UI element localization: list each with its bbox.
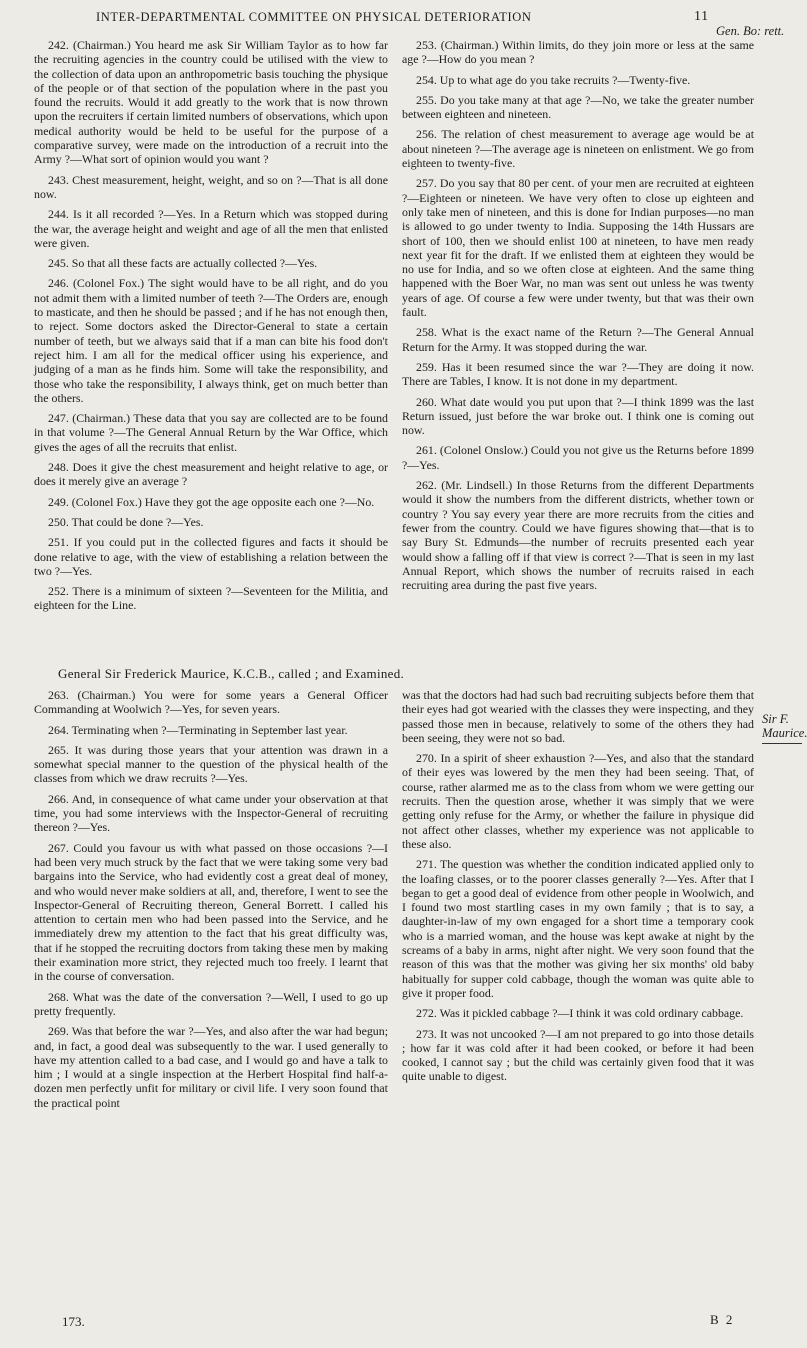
paragraph-text: (Chairman.) You heard me ask Sir William Taylor as to how far the recruiting agencies in the country could be utilised with the view to the collection of data upon an anthropometric basis touching the physique of the people or of that section of the population where in the past you found the recruits. Would it add greatly to the work that is now thrown upon the recruiters if certain limited numbers of observations, which upon medical authority would be held to be useful for the purpose of a comparative survey, were made on the introduction of a recruit into the Army ?—What sort of opinion would you want ? bbox=[34, 38, 389, 167]
question-number: 267. bbox=[48, 840, 74, 855]
question-number: 270. bbox=[416, 751, 441, 766]
paragraph bbox=[34, 207, 388, 250]
paragraph-text: So that all these facts are actually collected ?—Yes. bbox=[71, 256, 318, 271]
paragraph bbox=[34, 1024, 388, 1110]
question-number: 250. bbox=[48, 514, 72, 529]
question-number: 258. bbox=[416, 325, 442, 340]
paragraph-text: Terminating when ?—Terminating in September last year. bbox=[71, 722, 348, 737]
paragraph-text: There is a minimum of sixteen ?—Seventeen for the Militia, and eighteen for the Line. bbox=[34, 584, 388, 613]
paragraph bbox=[34, 515, 388, 529]
paragraph-text: (Colonel Fox.) Have they got the age opposite each one ?—No. bbox=[71, 494, 375, 509]
question-number: 273. bbox=[416, 1026, 441, 1041]
question-number: 262. bbox=[416, 478, 442, 493]
paragraph bbox=[402, 93, 754, 122]
question-number: 263. bbox=[48, 688, 78, 702]
footer-signature: B 2 bbox=[710, 1312, 735, 1327]
paragraph bbox=[402, 443, 754, 472]
paragraph bbox=[34, 841, 388, 984]
paragraph-text: What was the date of the conversation ?—Well, I used to go up pretty frequently. bbox=[34, 989, 388, 1018]
paragraph-text: (Colonel Onslow.) Could you not give us the Returns before 1899 ?—Yes. bbox=[402, 443, 755, 472]
paragraph-text: If you could put in the collected figures and facts it should be done relative to age, with the view of establishing a relation between the two ?—Yes. bbox=[34, 535, 388, 578]
paragraph-text: Was that before the war ?—Yes, and also after the war had begun; and, in fact, a good deal was subsequently to the war. I used generally to have my attention called to a bad case, and I would go and have a talk to him ; I would at a single inspection at the Herbert Hospital find half-a-dozen men perfectly unfit for military or civil life. I very soon found that the practical point bbox=[34, 1024, 388, 1110]
paragraph-text: The relation of chest measurement to average age would be at about nineteen ?—The average age is nineteen on enlistment. We go from eighteen to twenty-five. bbox=[402, 127, 754, 171]
paragraph-text: The question was whether the condition indicated applied only to the loafing classes, or to the poorer classes generally ?—Yes. After that I began to get a good deal of evidence from other people in Woolwich, and I found two most startling cases in my own family ; that is to say, a daughter-in-law of my own engaged for a short time a temporary cook who is a married woman, and the house was kept awake at night by the screams of a baby in arms, night after night. We very soon found that the reason of this was that the mother was giving her six months' old baby habitually for supper cold cabbage, though the woman was quite able to give it proper food. bbox=[402, 857, 754, 1000]
witness-heading: General Sir Frederick Maurice, K.C.B., called ; and Examined. bbox=[58, 666, 405, 681]
paragraph-text: (Mr. Lindsell.) In those Returns from the different Departments would it show the numbers from the different districts, whether town or country ? You say every year there are more recruits from the cities and fewer from the country. Could we have figures showing that—that is to say Bury St. Edmunds—the number of recruits presented each year would show a falling off if that view is correct ?—That is seen in my last Annual Report, which shows the number of recruits raised in each recruiting area during the past five years. bbox=[402, 478, 754, 593]
column-left-top bbox=[34, 38, 388, 619]
paragraph bbox=[402, 73, 754, 87]
question-number: 271. bbox=[416, 857, 440, 872]
question-number: 260. bbox=[416, 394, 441, 409]
paragraph bbox=[34, 990, 388, 1019]
question-number: 264. bbox=[48, 722, 72, 737]
paragraph-text: (Colonel Fox.) The sight would have to be all right, and do you not admit them with a limited number of teeth ?—The Orders are, enough to masticate, and then he should be passed ; and if he has not enough then, to reject. Some doctors asked the Director-General to state a certain number of teeth, but we always said that if a man can bite his food don't reject him. I am all for the medical officer using his experience, and judging of a man as he finds him. Some will take the responsibility, and those who take the responsibility, I always think, get on much better than the others. bbox=[34, 276, 388, 405]
paragraph-text: It was not uncooked ?—I am not prepared to go into those details ; how far it was cold after it had been cooked, or before it had been cooked, I cannot say ; but the child was certainly given food that it was quite unable to digest. bbox=[402, 1026, 755, 1084]
question-number: 248. bbox=[48, 460, 73, 475]
column-left-bottom bbox=[34, 688, 388, 1116]
paragraph-text: What date would you put upon that ?—I think 1899 was the last Return issued, just before the war broke out. I think one is coming out now. bbox=[402, 394, 754, 438]
margin-note-witness-line2: Maurice. bbox=[762, 726, 807, 740]
margin-note-top: Gen. Bo: rett. bbox=[716, 24, 785, 38]
paragraph-text: (Chairman.) Within limits, do they join more or less at the same age ?—How do you mean ? bbox=[402, 38, 755, 67]
question-number: 253. bbox=[416, 38, 441, 52]
header-title: INTER-DEPARTMENTAL COMMITTEE ON PHYSICAL DETERIORATION bbox=[96, 10, 532, 24]
paragraph-text: It was during those years that your attention was drawn in a somewhat special manner to the question of the physical health of the classes from which we draw recruits ?—Yes. bbox=[34, 742, 388, 786]
question-number: 257. bbox=[416, 176, 440, 191]
page-number: 11 bbox=[694, 9, 709, 24]
margin-rule bbox=[762, 743, 802, 744]
question-number: 268. bbox=[48, 989, 73, 1004]
paragraph-text: was that the doctors had had such bad recruiting subjects before them that their eyes had got wearied with the classes they were inspecting, and they passed those men in because, relatively to some of the others they had been seeing, they were not so bad. bbox=[402, 688, 754, 745]
paragraph bbox=[402, 751, 754, 851]
question-number: 255. bbox=[416, 92, 441, 107]
footer-left-number: 173. bbox=[62, 1314, 85, 1329]
question-number: 249. bbox=[48, 494, 72, 509]
question-number: 256. bbox=[416, 127, 442, 142]
paragraph-text: Could you favour us with what passed on those occasions ?—I had been very much struck by the fact that we were taking some very bad bargains into the Service, who had evidently cost a great deal of money, and who would never make soldiers at all, and, therefore, I went to see the Inspector-General of Recruiting thereon, General Borrett. I called his attention to certain men who had been passed into the Service, and he immediately drew my attention to the fact that his great difficulty was, that if he stopped the recruiting doctors from taking these men by making their examination more strict, they rejected much too freely. I learnt that in the course of conversation. bbox=[34, 840, 388, 984]
question-number: 247. bbox=[48, 411, 73, 426]
paragraph-text: Up to what age do you take recruits ?—Twenty-five. bbox=[439, 72, 691, 87]
paragraph-text: Has it been resumed since the war ?—They are doing it now. There are Tables, I know. It is not done in my department. bbox=[402, 359, 755, 389]
paragraph bbox=[402, 857, 754, 1000]
paragraph bbox=[402, 478, 754, 592]
paragraph-text: Does it give the chest measurement and height relative to age, or does it merely give an average ? bbox=[34, 460, 389, 489]
paragraph-text: In a spirit of sheer exhaustion ?—Yes, and also that the standard of their eyes was lowered by the men they had been seeing. That, of course, rather alarmed me as to the class from whom we were getting our recruits. Then the question arose, whether it was simply that we were getting only refuse for the Army, or whether the failure in physique did not affect other classes, whether my experience was not applicable to these also. bbox=[402, 751, 754, 851]
paragraph-text: Do you take many at that age ?—No, we take the greater number between eighteen and nineteen. bbox=[402, 92, 754, 122]
paragraph bbox=[34, 743, 388, 786]
paragraph-text: Is it all recorded ?—Yes. In a Return which was stopped during the war, the average height and weight and age of all the men that enlisted were given. bbox=[34, 207, 388, 250]
paragraph bbox=[34, 584, 388, 613]
margin-note-witness bbox=[762, 712, 807, 744]
question-number: 242. bbox=[48, 38, 73, 52]
paragraph-text: Chest measurement, height, weight, and so on ?—That is all done now. bbox=[34, 172, 388, 201]
paragraph bbox=[402, 1006, 754, 1020]
question-number: 272. bbox=[416, 1006, 440, 1021]
question-number: 244. bbox=[48, 207, 73, 222]
paragraph bbox=[402, 395, 754, 438]
question-number: 269. bbox=[48, 1024, 72, 1039]
paragraph bbox=[34, 792, 388, 835]
paragraph-text: And, in consequence of what came under your observation at that time, you had some interviews with the Inspector-General of recruiting thereon ?—Yes. bbox=[34, 791, 389, 835]
paragraph-text: Was it pickled cabbage ?—I think it was cold ordinary cabbage. bbox=[439, 1006, 744, 1021]
question-number: 243. bbox=[48, 172, 73, 187]
paragraph bbox=[34, 276, 388, 405]
question-number: 259. bbox=[416, 359, 442, 374]
paragraph bbox=[34, 495, 388, 509]
question-number: 261. bbox=[416, 443, 440, 458]
paragraph bbox=[402, 127, 754, 170]
question-number: 245. bbox=[48, 256, 72, 271]
paragraph bbox=[34, 173, 388, 202]
paragraph-text: (Chairman.) These data that you say are collected are to be found in that volume ?—The General Annual Return by the War Office, which gives the ages of all the recruits that enlist. bbox=[34, 411, 389, 454]
paragraph-text: That could be done ?—Yes. bbox=[71, 514, 204, 529]
paragraph bbox=[402, 176, 754, 319]
question-number: 265. bbox=[48, 742, 75, 757]
paragraph bbox=[34, 460, 388, 489]
question-number: 254. bbox=[416, 72, 440, 87]
paragraph bbox=[34, 411, 388, 454]
paragraph bbox=[402, 360, 754, 389]
column-right-top bbox=[402, 38, 754, 598]
question-number: 246. bbox=[48, 276, 73, 291]
paragraph bbox=[402, 688, 754, 745]
paragraph bbox=[402, 1027, 754, 1084]
column-right-bottom bbox=[402, 688, 754, 1090]
paragraph bbox=[34, 256, 388, 270]
paragraph bbox=[34, 38, 388, 167]
paragraph-text: What is the exact name of the Return ?—The General Annual Return for the Army. It was stopped during the war. bbox=[402, 325, 754, 354]
paragraph-text: Do you say that 80 per cent. of your men are recruited at eighteen ?—Eighteen or nineteen. We have very often to close up eighteen and only take men of nineteen, and this is done for Indian purposes—no man is allowed to go under twenty to India. Supposing the 14th Hussars are short of 100, then we should enlist 100 at nineteen, to have men ready next year fit for the draft. If we enlisted them at eighteen they would be no use for India, and so we often close at eighteen. And the same thing happened with the Boer War, no man was sent out unless he was twenty years of age. Of course a few were under twenty, but that was their own fault. bbox=[402, 176, 755, 320]
paragraph-text: (Chairman.) You were for some years a General Officer Commanding at Woolwich ?—Yes, for seven years. bbox=[34, 688, 389, 717]
margin-note-witness-line1: Sir F. bbox=[762, 712, 789, 726]
paragraph bbox=[34, 723, 388, 737]
question-number: 251. bbox=[48, 535, 74, 550]
question-number: 252. bbox=[48, 584, 73, 599]
paragraph bbox=[34, 688, 388, 717]
paragraph bbox=[402, 325, 754, 354]
question-number: 266. bbox=[48, 791, 72, 806]
paragraph bbox=[34, 535, 388, 578]
running-header bbox=[96, 10, 736, 25]
paragraph bbox=[402, 38, 754, 67]
